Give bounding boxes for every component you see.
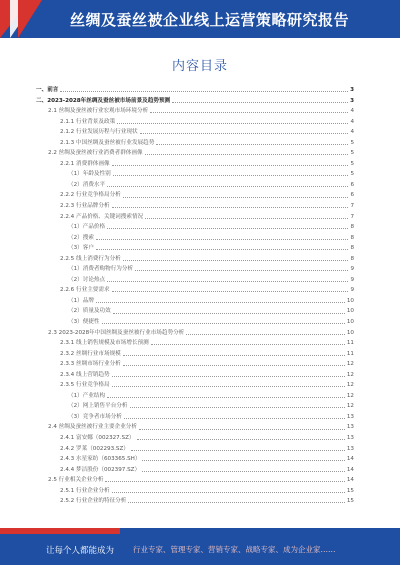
toc-entry-page: 8 [350,234,354,241]
toc-entry-label: 2.3 2023-2028年中国丝绸及蚕丝被行业市场趋势分析 [48,329,185,336]
toc-entry-page: 9 [350,276,354,283]
toc-leader-dots [137,439,345,440]
toc-entry-page: 12 [346,382,354,389]
toc-leader-dots [145,218,348,219]
toc-entry-page: 9 [350,266,354,273]
toc-entry[interactable] [36,231,354,242]
toc-entry[interactable] [36,326,354,337]
toc-entry[interactable] [36,83,354,94]
toc-entry-label: 2.3.2 丝绸行业市场规模 [60,350,121,357]
toc-entry-page: 4 [350,118,354,125]
toc-entry-label: 2.2 丝绸及蚕丝被行业消费者群体画像 [48,150,143,157]
toc-entry[interactable] [36,294,354,305]
toc-entry[interactable] [36,104,354,115]
toc-entry-label: （1）产业结构 [68,392,106,399]
footer-slogan: 让每个人都能成为 [46,546,115,556]
footer-roles: 行业专家、管理专家、营销专家、战略专家、成为企业家…… [133,545,336,554]
report-title: 丝绸及蚕丝被企业线上运营策略研究报告 [70,11,350,29]
toc-entry-page: 15 [346,498,354,505]
toc-entry-page: 11 [346,350,354,357]
toc-leader-dots [112,492,345,493]
toc-entry[interactable] [36,115,354,126]
toc-entry[interactable] [36,357,354,368]
toc-entry-page: 4 [350,129,354,136]
toc-entry-page: 3 [350,86,354,93]
toc-entry-page: 5 [350,139,354,146]
toc-entry-label: 2.1.3 中国丝绸及蚕丝被行业发展趋势 [60,139,155,146]
toc-entry-page: 12 [346,392,354,399]
toc-entry[interactable] [36,188,354,199]
toc-entry-label: （2）质量及功效 [68,308,111,315]
toc-entry-page: 8 [350,245,354,252]
toc-entry[interactable] [36,273,354,284]
toc-entry[interactable] [36,210,354,221]
toc-leader-dots [96,249,349,250]
toc-entry[interactable] [36,136,354,147]
toc-entry-label: 一、前言 [36,86,59,93]
toc-leader-dots [113,175,349,176]
toc-leader-dots [156,144,348,145]
toc-leader-dots [130,407,345,408]
toc-entry-label: 2.2.5 线上消费行为分析 [60,255,121,262]
toc-entry[interactable] [36,252,354,263]
toc-leader-dots [112,291,349,292]
toc-leader-dots [140,133,349,134]
toc-leader-dots [123,260,349,261]
toc-entry[interactable] [36,167,354,178]
toc-entry-label: （3）客户 [68,245,94,252]
toc-leader-dots [128,502,345,503]
toc-entry[interactable] [36,125,354,136]
toc-entry[interactable] [36,336,354,347]
toc-entry[interactable] [36,484,354,495]
toc-entry-page: 11 [346,340,354,347]
toc-entry[interactable] [36,146,354,157]
toc-leader-dots [117,123,348,124]
toc-leader-dots [102,323,345,324]
toc-entry[interactable] [36,473,354,484]
toc-entry-label: （1）品牌 [68,297,94,304]
toc-leader-dots [107,397,345,398]
toc-entry[interactable] [36,494,354,505]
toc-entry-label: （2）搜索 [68,234,94,241]
toc-leader-dots [112,376,345,377]
toc-entry[interactable] [36,368,354,379]
table-of-contents [36,83,354,505]
toc-entry-page: 5 [350,150,354,157]
toc-entry-label: 2.1.1 行业背景及政策 [60,118,116,125]
toc-entry-label: （3）便捷性 [68,318,100,325]
toc-leader-dots [172,102,348,103]
toc-entry-label: 2.1 丝绸及蚕丝被行业宏观市场环境分析 [48,108,149,115]
toc-entry-page: 14 [346,456,354,463]
toc-entry-label: （2）网上销售平台分析 [68,403,128,410]
toc-leader-dots [105,481,344,482]
toc-entry-label: 2.3.4 线上营销趋势 [60,371,110,378]
toc-leader-dots [107,281,348,282]
toc-entry[interactable] [36,399,354,410]
toc-leader-dots [112,386,345,387]
toc-entry[interactable] [36,157,354,168]
footer-red-stripe [0,528,400,534]
toc-entry-page: 13 [346,435,354,441]
toc-entry-label: 2.4.2 罗莱（002293.SZ） [60,445,129,452]
toc-entry-page: 13 [346,413,354,420]
toc-entry-label: 2.2.6 行业主要需求 [60,287,110,294]
toc-entry-label: 2.4.4 梦洁股份（002397.SZ） [60,466,141,473]
toc-entry-label: 2.5.1 行业企业分析 [60,487,110,494]
toc-entry-page: 12 [346,371,354,378]
toc-entry-page: 10 [346,297,354,304]
toc-leader-dots [186,334,345,335]
toc-entry-page: 8 [350,224,354,231]
toc-entry-label: 2.2.3 行业品牌分析 [60,202,110,209]
toc-entry-page: 10 [346,329,354,336]
toc-leader-dots [124,418,345,419]
toc-leader-dots [142,471,345,472]
toc-entry-page: 12 [346,403,354,410]
toc-entry[interactable] [36,389,354,400]
toc-entry-page: 10 [346,318,354,325]
toc-entry-page: 14 [346,477,354,484]
toc-leader-dots [151,344,345,345]
toc-entry-label: 2.5.2 行业企业的特征分析 [60,498,127,505]
toc-entry-page: 13 [346,424,354,431]
toc-entry[interactable] [36,463,354,474]
toc-leader-dots [96,239,349,240]
toc-entry-page: 8 [350,255,354,262]
toc-heading: 内容目录 [171,59,228,74]
toc-entry-page: 13 [346,445,354,452]
toc-entry[interactable] [36,283,354,294]
toc-leader-dots [123,197,349,198]
header-red-accent-2 [18,0,42,38]
toc-leader-dots [107,228,348,229]
toc-entry-label: （1）消费者购物行为分析 [68,266,134,273]
toc-entry-label: 2.4 丝绸及蚕丝被行业主要企业分析 [48,424,137,431]
toc-entry-label: （1）产品价格 [68,224,106,231]
toc-leader-dots [113,313,345,314]
toc-entry-page: 5 [350,171,354,178]
toc-entry[interactable] [36,199,354,210]
toc-entry[interactable] [36,315,354,326]
toc-entry-page: 3 [350,97,354,104]
toc-leader-dots [150,112,348,113]
toc-entry-label: 2.4.3 水星家纺（603365.SH） [60,456,141,463]
toc-entry-label: （1）年龄及性别 [68,171,111,178]
toc-entry[interactable] [36,178,354,189]
toc-entry[interactable] [36,410,354,421]
toc-entry[interactable] [36,421,354,432]
toc-leader-dots [123,355,345,356]
toc-entry-label: 2.2.1 消费群体画像 [60,160,110,167]
toc-entry-label: （3）竞争者市场分析 [68,413,122,420]
toc-leader-dots [107,186,348,187]
toc-entry-label: 二、2023-2028年丝绸及蚕丝被市场前景及趋势预测 [36,97,171,104]
toc-entry-page: 6 [350,181,354,188]
toc-entry[interactable] [36,241,354,252]
toc-entry-label: 2.2.2 行业竞争格局分析 [60,192,121,199]
toc-entry-page: 7 [350,202,354,209]
toc-leader-dots [96,302,345,303]
toc-leader-dots [139,429,345,430]
report-footer-banner [0,528,400,565]
toc-leader-dots [60,91,348,92]
toc-entry[interactable] [36,452,354,463]
toc-entry-label: 2.1.2 行业发展历程与行业现状 [60,129,138,136]
toc-leader-dots [145,154,349,155]
toc-entry-page: 14 [346,466,354,473]
toc-entry[interactable] [36,378,354,389]
toc-entry-page: 5 [350,160,354,167]
toc-entry-label: 2.4.1 富安娜（002327.SZ） [60,435,135,441]
toc-entry-page: 15 [346,487,354,494]
toc-entry-label: （2）消费水平 [68,181,106,188]
toc-entry-page: 9 [350,287,354,294]
toc-leader-dots [112,165,349,166]
toc-entry-label: 2.3.1 线上销售规模及市场增长预测 [60,340,149,347]
toc-entry-page: 12 [346,361,354,368]
toc-leader-dots [112,207,349,208]
toc-entry[interactable] [36,304,354,315]
toc-entry[interactable] [36,262,354,273]
toc-entry-label: 2.5 行业相关企业分析 [48,477,104,484]
toc-entry-page: 10 [346,308,354,315]
toc-entry[interactable] [36,94,354,105]
toc-entry-label: 2.2.4 产品价格、关键词搜索情况 [60,213,144,220]
report-header-banner [0,0,400,38]
toc-entry[interactable] [36,442,354,453]
toc-entry-page: 4 [350,108,354,115]
toc-entry[interactable] [36,347,354,358]
toc-entry-label: 2.3.5 行业竞争格局 [60,382,110,389]
toc-entry[interactable] [36,431,354,442]
toc-leader-dots [142,460,344,461]
toc-leader-dots [123,365,345,366]
toc-entry-page: 7 [350,213,354,220]
toc-entry-label: 2.3.3 丝绸市场行业分析 [60,361,121,368]
toc-entry[interactable] [36,220,354,231]
toc-entry-label: （2）讨论热点 [68,276,106,283]
toc-leader-dots [131,450,345,451]
toc-leader-dots [135,270,348,271]
toc-entry-page: 6 [350,192,354,199]
